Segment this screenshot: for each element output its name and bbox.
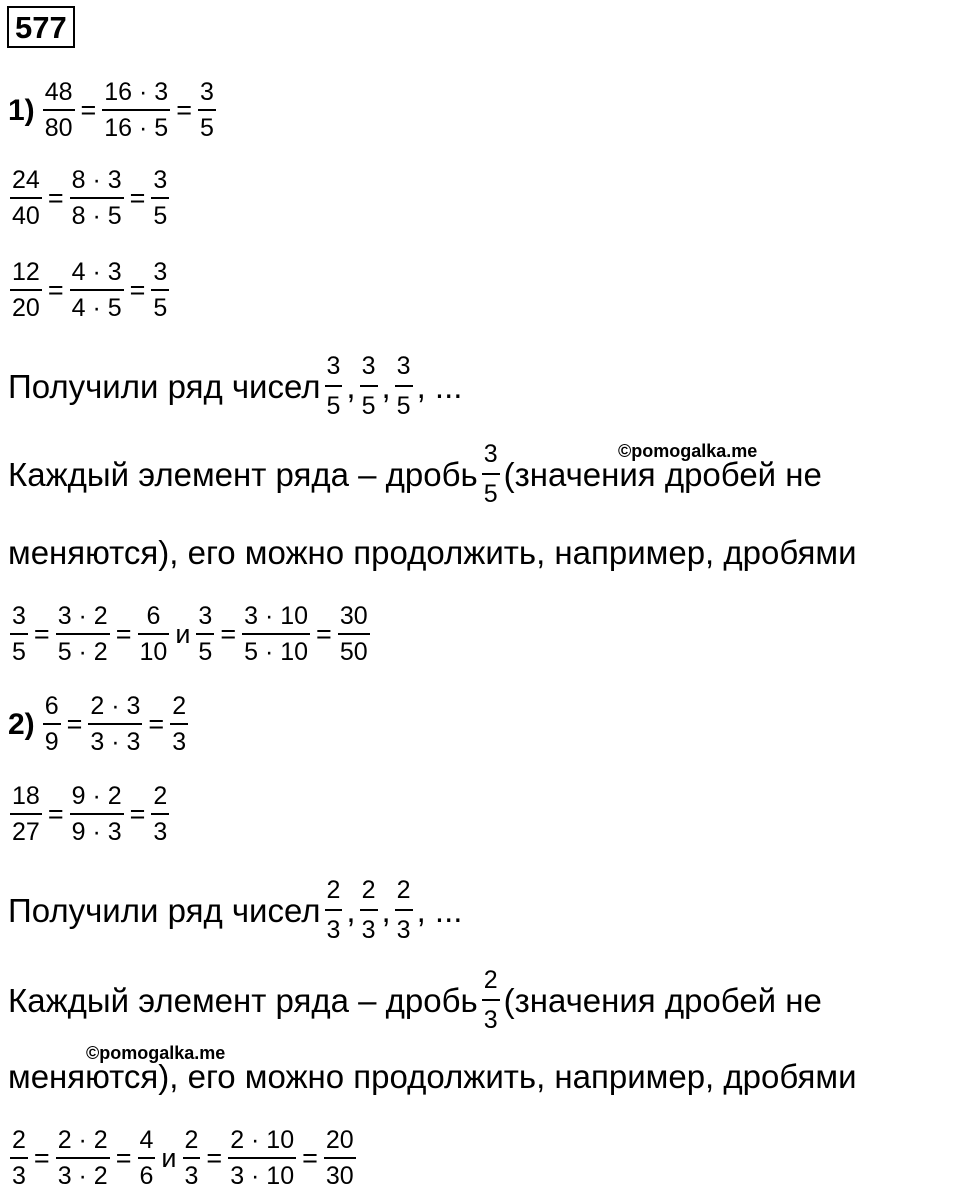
fraction: $\frac{2}{3}$ <box>396 876 411 944</box>
fraction: $\frac{8 \cdot 3}{8 \cdot 5}$ <box>71 166 122 230</box>
fraction: $\frac{2}{3}$ <box>153 782 168 846</box>
part1-label: 1) <box>8 93 35 127</box>
fraction: $\frac{48}{80}$ <box>44 78 73 142</box>
fraction: $\frac{2 \cdot 3}{3 \cdot 3}$ <box>90 692 141 756</box>
fraction: $\frac{2 \cdot 10}{3 \cdot 10}$ <box>230 1126 295 1190</box>
fraction: $\frac{2}{3}$ <box>184 1126 199 1190</box>
part2-element-line: Каждый элемент ряда – дробь $\frac{2}{3}$ (значения дробей не <box>8 966 822 1034</box>
fraction: $\frac{3}{5}$ <box>326 352 341 420</box>
part1-equation-2: $\frac{24}{40}$ = $\frac{8 \cdot 3}{8 \cdot 5}$ = $\frac{3}{5}$ <box>12 166 168 230</box>
fraction: $\frac{24}{40}$ <box>12 166 40 230</box>
part2-equation-2: $\frac{18}{27}$ = $\frac{9 \cdot 2}{9 \cdot 3}$ = $\frac{2}{3}$ <box>12 782 168 846</box>
part1-equation-3: $\frac{12}{20}$ = $\frac{4 \cdot 3}{4 \cdot 5}$ = $\frac{3}{5}$ <box>12 258 168 322</box>
part1-series-line: Получили ряд чисел $\frac{3}{5}$ , $\frac{3}{5}$ , $\frac{3}{5}$ , ... <box>8 352 463 420</box>
fraction: $\frac{30}{50}$ <box>339 602 368 666</box>
fraction: $\frac{3}{5}$ <box>12 602 26 666</box>
fraction: $\frac{3}{5}$ <box>153 258 168 322</box>
fraction: $\frac{20}{30}$ <box>325 1126 354 1190</box>
fraction: $\frac{6}{9}$ <box>44 692 59 756</box>
fraction: $\frac{18}{27}$ <box>12 782 40 846</box>
fraction: $\frac{3}{5}$ <box>396 352 411 420</box>
fraction: $\frac{2}{3}$ <box>172 692 187 756</box>
fraction: $\frac{2 \cdot 2}{3 \cdot 2}$ <box>57 1126 108 1190</box>
fraction: $\frac{4}{6}$ <box>139 1126 154 1190</box>
fraction: $\frac{3}{5}$ <box>198 602 213 666</box>
fraction: $\frac{6}{10}$ <box>139 602 168 666</box>
fraction: $\frac{2}{3}$ <box>361 876 376 944</box>
part2-extension: $\frac{2}{3}$ = $\frac{2 \cdot 2}{3 \cdot 2}$ = $\frac{4}{6}$ и $\frac{2}{3}$ = $\frac{2 \cdot 10}{3 \cdot 10}$ = $\frac{20}{30}$ <box>12 1126 354 1190</box>
fraction: $\frac{3}{5}$ <box>153 166 168 230</box>
fraction: $\frac{2}{3}$ <box>483 966 498 1034</box>
fraction: $\frac{3}{5}$ <box>483 440 498 508</box>
fraction: $\frac{12}{20}$ <box>12 258 40 322</box>
watermark: ©pomogalka.me <box>618 441 758 461</box>
part1-continue-line: меняются), его можно продолжить, например, дробями <box>8 534 857 571</box>
fraction: $\frac{3 \cdot 10}{5 \cdot 10}$ <box>244 602 309 666</box>
fraction: $\frac{4 \cdot 3}{4 \cdot 5}$ <box>71 258 122 322</box>
series-intro-text: Получили ряд чисел <box>8 891 321 929</box>
part2-label: 2) <box>8 707 35 741</box>
part1-extension: $\frac{3}{5}$ = $\frac{3 \cdot 2}{5 \cdot 2}$ = $\frac{6}{10}$ и $\frac{3}{5}$ = $\frac{3 \cdot 10}{5 \cdot 10}$ = $\frac{30}{50}$ <box>12 602 368 666</box>
series-intro-text: Получили ряд чисел <box>8 367 321 405</box>
fraction: $\frac{3}{5}$ <box>361 352 376 420</box>
part2-equation-1: 2) $\frac{6}{9}$ = $\frac{2 \cdot 3}{3 \cdot 3}$ = $\frac{2}{3}$ <box>8 692 187 756</box>
watermark: ©pomogalka.me <box>86 1043 226 1063</box>
problem-number: 577 <box>7 6 75 48</box>
part2-continue-line: меняются), его можно продолжить, например, дробями <box>8 1058 857 1095</box>
part2-series-line: Получили ряд чисел $\frac{2}{3}$ , $\frac{2}{3}$ , $\frac{2}{3}$ , ... <box>8 876 463 944</box>
fraction: $\frac{2}{3}$ <box>326 876 341 944</box>
fraction: $\frac{16 \cdot 3}{16 \cdot 5}$ <box>104 78 169 142</box>
fraction: $\frac{3}{5}$ <box>200 78 214 142</box>
fraction: $\frac{2}{3}$ <box>12 1126 26 1190</box>
part1-equation-1: 1) $\frac{48}{80}$ = $\frac{16 \cdot 3}{16 \cdot 5}$ = $\frac{3}{5}$ <box>8 78 214 142</box>
part1-element-line: Каждый элемент ряда – дробь $\frac{3}{5}$ (значения дробей не <box>8 440 822 508</box>
fraction: $\frac{9 \cdot 2}{9 \cdot 3}$ <box>71 782 122 846</box>
fraction: $\frac{3 \cdot 2}{5 \cdot 2}$ <box>57 602 108 666</box>
